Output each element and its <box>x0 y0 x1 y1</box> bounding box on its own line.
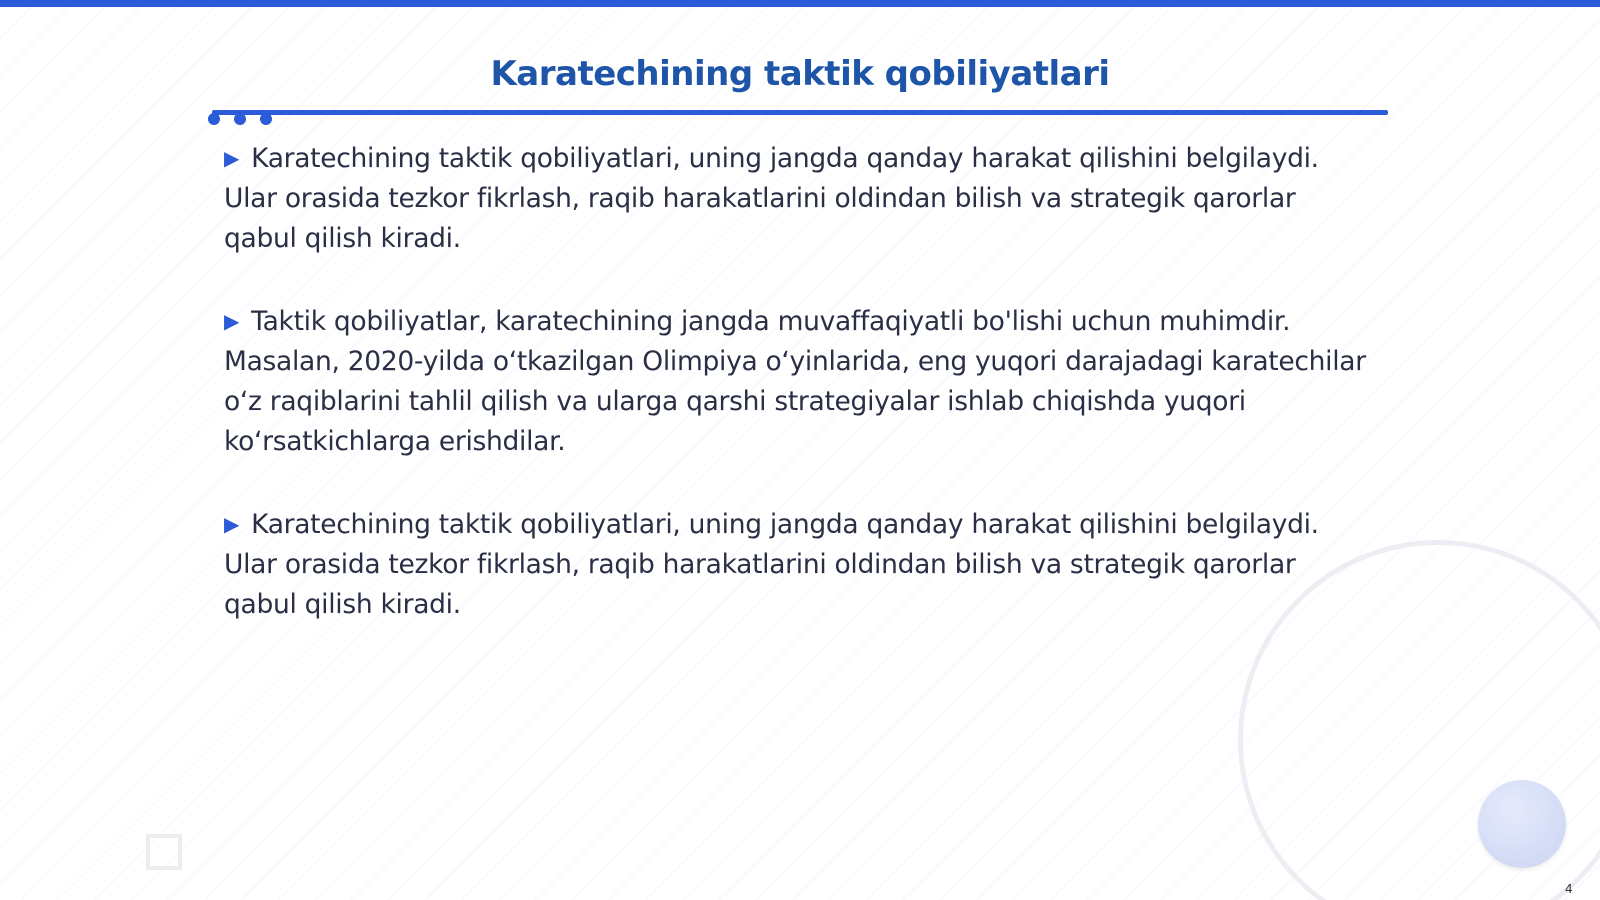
decor-circle <box>1478 780 1566 868</box>
paragraph-text: Taktik qobiliyatlar, karatechining jangda muvaffaqiyatli bo'lishi uchun muhimdir. Masalan, 2020-yilda oʻtkazilgan Olimpiya oʻyinlarida, eng yuqori darajadagi karatechilar oʻz raqiblarini tahlil qilish va ularga qarshi strategiyalar ishlab chiqishda yuqori koʻrsatkichlarga erishdilar. <box>224 306 1366 457</box>
slide-content <box>224 138 1374 667</box>
triangle-right-icon: ▶ <box>224 512 240 536</box>
bullet-paragraph <box>224 301 1374 462</box>
page-number: 4 <box>1565 882 1573 896</box>
triangle-right-icon: ▶ <box>224 309 240 333</box>
top-accent-bar <box>0 0 1600 7</box>
bullet-paragraph <box>224 504 1374 625</box>
decor-dot <box>260 113 272 125</box>
paragraph-text: Karatechining taktik qobiliyatlari, uning jangda qanday harakat qilishini belgilaydi. Ular orasida tezkor fikrlash, raqib harakatlarini oldindan bilish va strategik qarorlar qabul qilish kiradi. <box>224 143 1319 254</box>
bullet-paragraph <box>224 138 1374 259</box>
decor-dot <box>208 113 220 125</box>
title-underline <box>212 110 1388 115</box>
paragraph-text: Karatechining taktik qobiliyatlari, uning jangda qanday harakat qilishini belgilaydi. Ular orasida tezkor fikrlash, raqib harakatlarini oldindan bilish va strategik qarorlar qabul qilish kiradi. <box>224 509 1319 620</box>
triangle-right-icon: ▶ <box>224 146 240 170</box>
slide-title: Karatechining taktik qobiliyatlari <box>490 54 1110 94</box>
decor-dot <box>234 113 246 125</box>
decor-square <box>146 834 182 870</box>
